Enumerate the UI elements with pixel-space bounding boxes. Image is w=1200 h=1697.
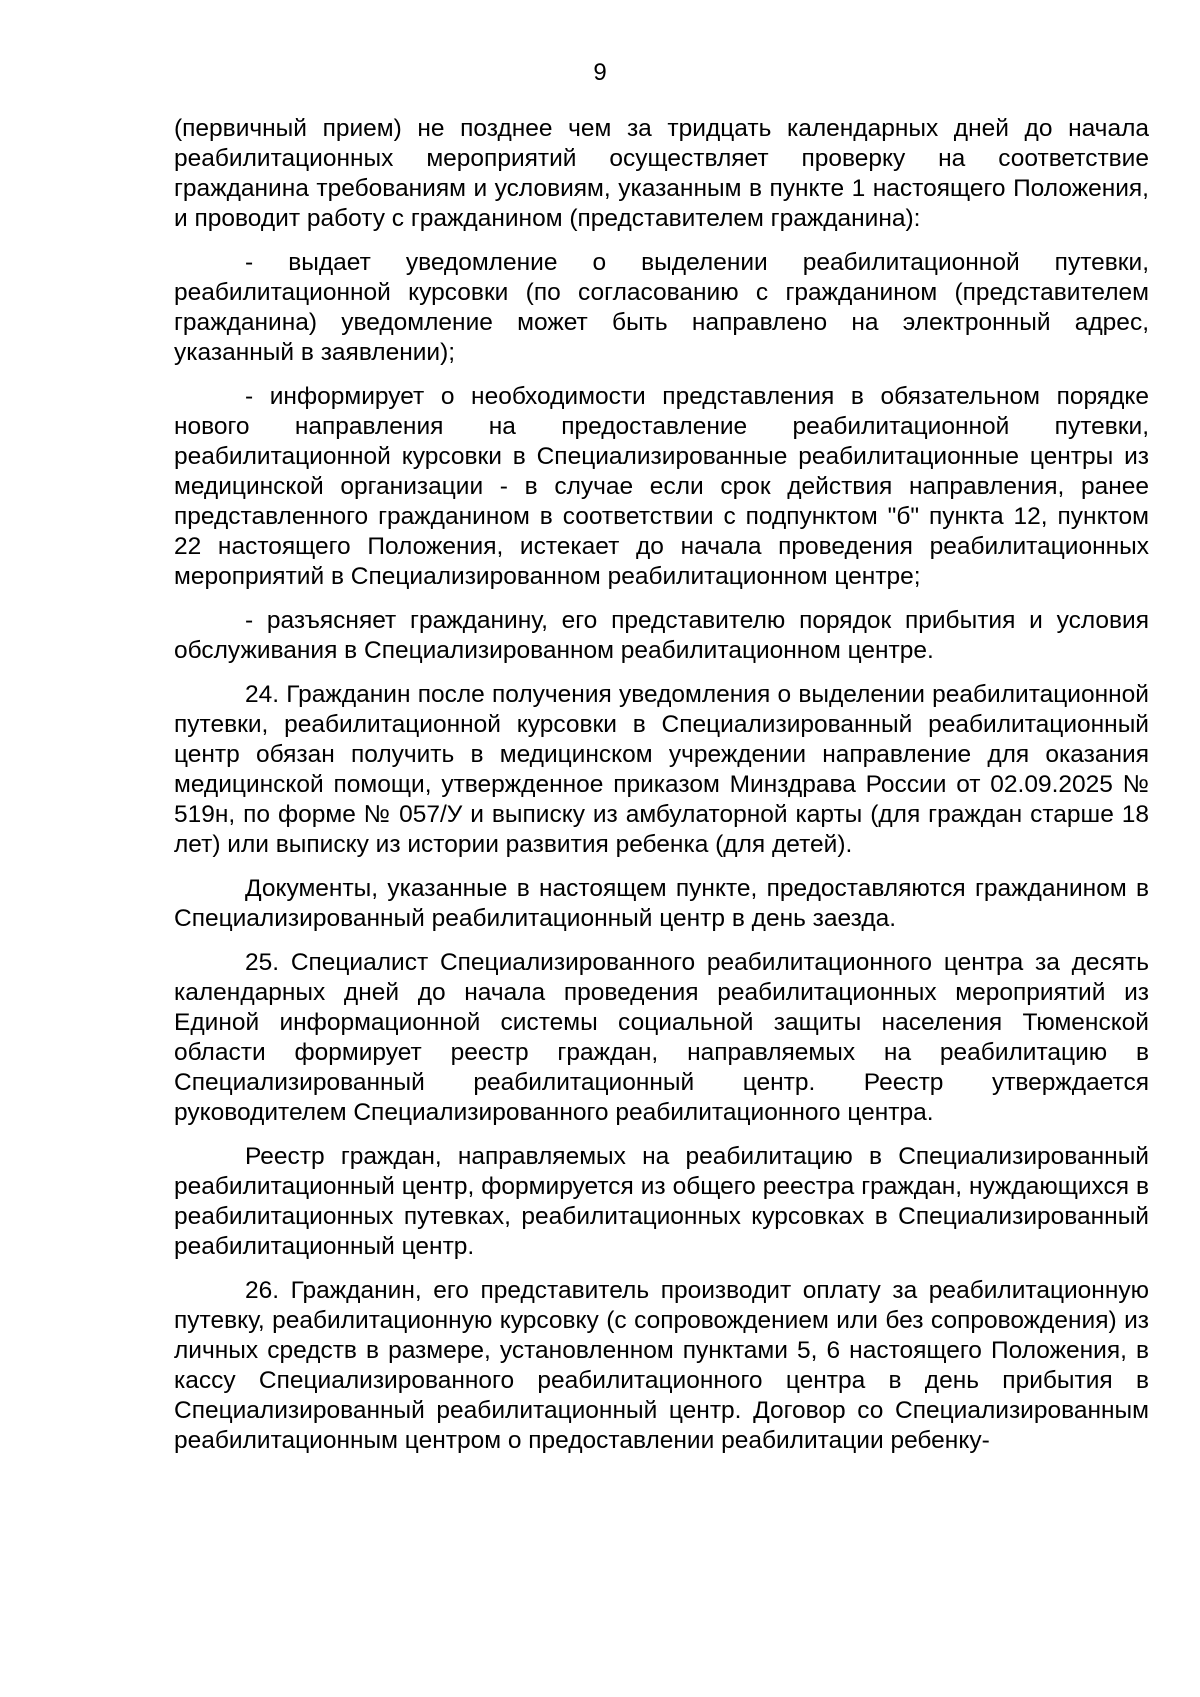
paragraph-item-26: 26. Гражданин, его представитель производит оплату за реабилитационную путевку, реабилитационную курсовку (с сопровождением или без сопровождения) из личных средств в размере, установленном пунктами 5, 6 настоящего Положения, в кассу Специализированного реабилитационного центра в день прибытия в Специализированный реабилитационный центр. Договор со Специализированным реабилитационным центром о предоставлении реабилитации ребенку-: [174, 1277, 1149, 1454]
page-number: 9: [593, 59, 607, 86]
paragraph-inform-referral: - информирует о необходимости представления в обязательном порядке нового направления на предоставление реабилитационной путевки, реабилитационной курсовки в Специализированные реабилитационные центры из медицинской организации - в случае если срок действия направления, ранее представленного гражданином в соответствии с подпунктом "б" пункта 12, пунктом 22 настоящего Положения, истекает до начала проведения реабилитационных мероприятий в Специализированном реабилитационном центре;: [174, 383, 1149, 590]
paragraph-explain-arrival: - разъясняет гражданину, его представителю порядок прибытия и условия обслуживания в Специализированном реабилитационном центре.: [174, 607, 1149, 664]
paragraph-item-25: 25. Специалист Специализированного реабилитационного центра за десять календарных дней до начала проведения реабилитационных мероприятий из Единой информационной системы социальной защиты населения Тюменской области формирует реестр граждан, направляемых на реабилитацию в Специализированный реабилитационный центр. Реестр утверждается руководителем Специализированного реабилитационного центра.: [174, 949, 1149, 1126]
paragraph-item-24: 24. Гражданин после получения уведомления о выделении реабилитационной путевки, реабилитационной курсовки в Специализированный реабилитационный центр обязан получить в медицинском учреждении направление для оказания медицинской помощи, утвержденное приказом Минздрава России от 02.09.2025 № 519н, по форме № 057/У и выписку из амбулаторной карты (для граждан старше 18 лет) или выписку из истории развития ребенка (для детей).: [174, 681, 1149, 858]
paragraph-issue-notice: - выдает уведомление о выделении реабилитационной путевки, реабилитационной курсовки (по согласованию с гражданином (представителем гражданина) уведомление может быть направлено на электронный адрес, указанный в заявлении);: [174, 249, 1149, 366]
paragraph-first-reception: (первичный прием) не позднее чем за тридцать календарных дней до начала реабилитационных мероприятий осуществляет проверку на соответствие гражданина требованиям и условиям, указанным в пункте 1 настоящего Положения, и проводит работу с гражданином (представителем гражданина):: [174, 115, 1149, 232]
document-body: [174, 114, 1149, 1470]
paragraph-documents: Документы, указанные в настоящем пункте, предоставляются гражданином в Специализированный реабилитационный центр в день заезда.: [174, 875, 1149, 932]
paragraph-registry: Реестр граждан, направляемых на реабилитацию в Специализированный реабилитационный центр, формируется из общего реестра граждан, нуждающихся в реабилитационных путевках, реабилитационных курсовках в Специализированный реабилитационный центр.: [174, 1143, 1149, 1260]
